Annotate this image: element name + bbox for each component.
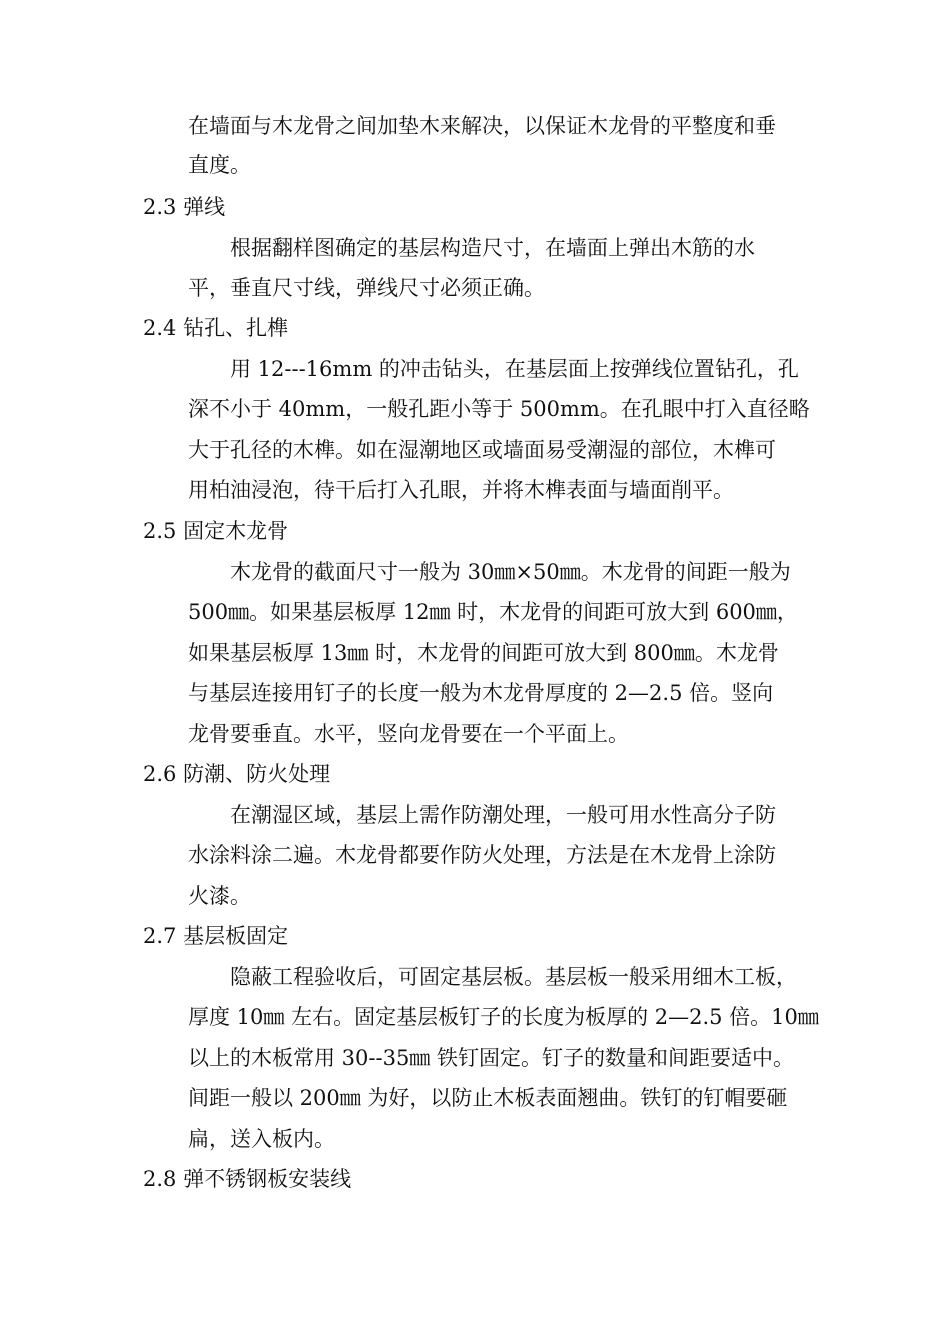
section-heading: 2.4 钻孔、扎榫 — [143, 316, 289, 340]
paragraph-line: 在潮湿区域，基层上需作防潮处理，一般可用水性高分子防 — [230, 803, 776, 827]
section-heading: 2.8 弹不锈钢板安装线 — [143, 1167, 352, 1191]
paragraph-line: 直度。 — [188, 153, 251, 177]
paragraph-line: 木龙骨的截面尺寸一般为 30㎜×50㎜。木龙骨的间距一般为 — [230, 560, 791, 584]
paragraph-line: 用柏油浸泡，待干后打入孔眼，并将木榫表面与墙面削平。 — [188, 478, 734, 502]
paragraph-line: 大于孔径的木榫。如在湿潮地区或墙面易受潮湿的部位，木榫可 — [188, 438, 776, 462]
section-heading: 2.3 弹线 — [143, 195, 226, 219]
paragraph-line: 间距一般以 200㎜ 为好，以防止木板表面翘曲。铁钉的钉帽要砸 — [188, 1086, 788, 1110]
paragraph-line: 与基层连接用钉子的长度一般为木龙骨厚度的 2—2.5 倍。竖向 — [188, 681, 774, 705]
paragraph-line: 水涂料涂二遍。木龙骨都要作防火处理，方法是在木龙骨上涂防 — [188, 843, 776, 867]
paragraph-line: 龙骨要垂直。水平，竖向龙骨要在一个平面上。 — [188, 722, 629, 746]
section-heading: 2.6 防潮、防火处理 — [143, 762, 331, 786]
paragraph-line: 在墙面与木龙骨之间加垫木来解决，以保证木龙骨的平整度和垂 — [188, 114, 776, 138]
paragraph-line: 用 12---16mm 的冲击钻头，在基层面上按弹线位置钻孔，孔 — [230, 357, 799, 381]
paragraph-line: 火漆。 — [188, 884, 251, 908]
paragraph-line: 平，垂直尺寸线，弹线尺寸必须正确。 — [188, 276, 545, 300]
paragraph-line: 如果基层板厚 13㎜ 时，木龙骨的间距可放大到 800㎜。木龙骨 — [188, 641, 779, 665]
section-heading: 2.5 固定木龙骨 — [143, 519, 289, 543]
paragraph-line: 根据翻样图确定的基层构造尺寸，在墙面上弹出木筋的水 — [230, 236, 755, 260]
paragraph-line: 以上的木板常用 30--35㎜ 铁钉固定。钉子的数量和间距要适中。 — [188, 1046, 794, 1070]
paragraph-line: 隐蔽工程验收后，可固定基层板。基层板一般采用细木工板， — [230, 965, 797, 989]
paragraph-line: 深不小于 40mm，一般孔距小等于 500mm。在孔眼中打入直径略 — [188, 397, 810, 421]
paragraph-line: 厚度 10㎜ 左右。固定基层板钉子的长度为板厚的 2—2.5 倍。10㎜ — [188, 1005, 819, 1029]
paragraph-line: 扁，送入板内。 — [188, 1127, 335, 1151]
paragraph-line: 500㎜。如果基层板厚 12㎜ 时，木龙骨的间距可放大到 600㎜， — [188, 600, 798, 624]
section-heading: 2.7 基层板固定 — [143, 924, 289, 948]
